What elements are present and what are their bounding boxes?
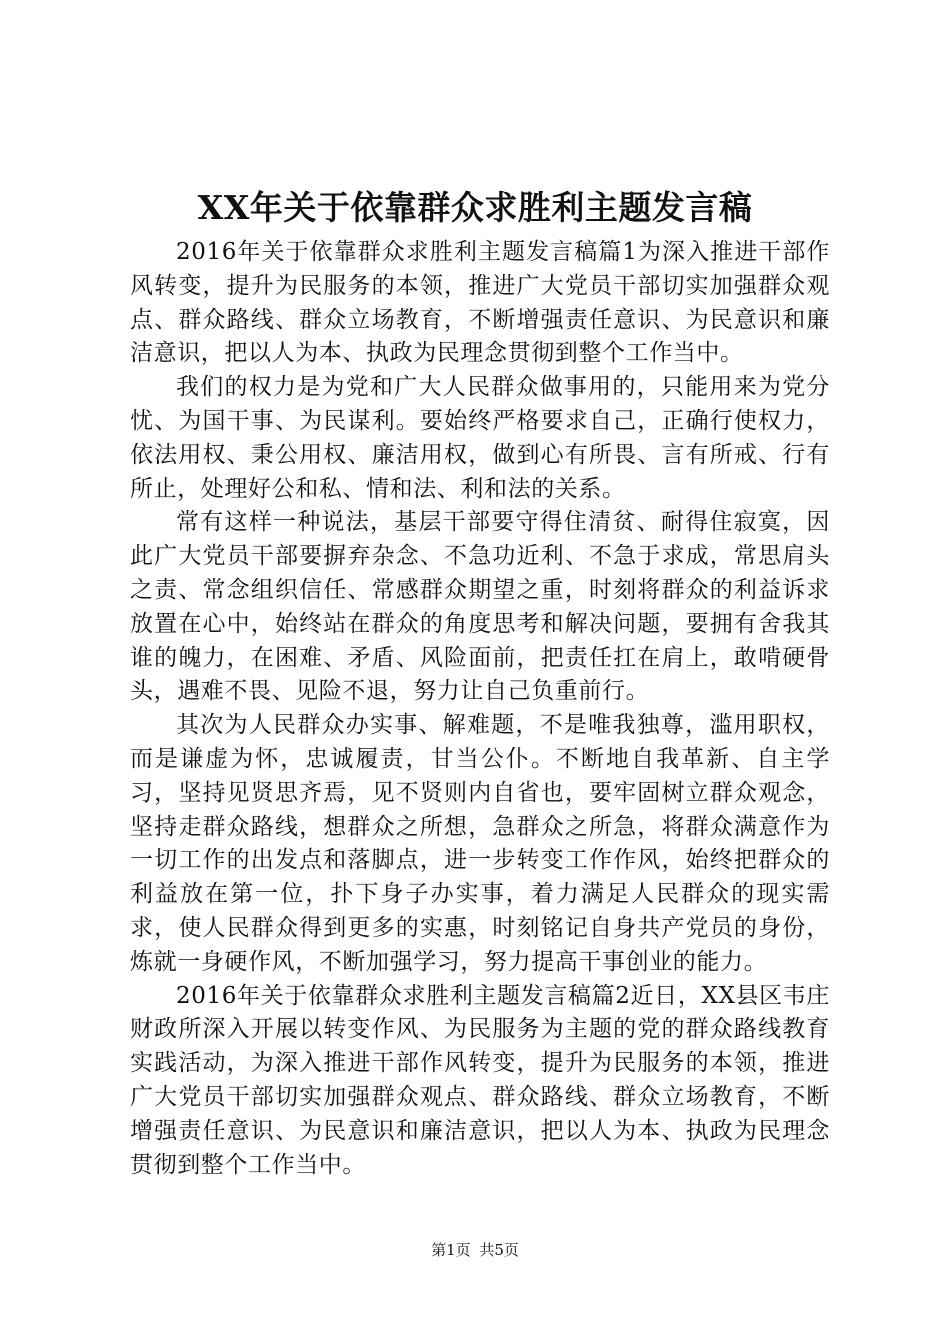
paragraph-1: 2016年关于依靠群众求胜利主题发言稿篇1为深入推进干部作风转变，提升为民服务的本领，推进广大党员干部切实加强群众观点、群众路线、群众立场教育，不断增强责任意识、为民意识和廉洁意识，把以人为本、执政为民理念贯彻到整个工作当中。 (130, 239, 830, 367)
paragraph-4: 其次为人民群众办实事、解难题，不是唯我独尊，滥用职权，而是谦虚为怀，忠诚履责，甘当公仆。不断地自我革新、自主学习，坚持见贤思齐焉，见不贤则内自省也，要牢固树立群众观念，坚持走群众路线，想群众之所想，急群众之所急，将群众满意作为一切工作的出发点和落脚点，进一步转变工作作风，始终把群众的利益放在第一位，扑下身子办实事，着力满足人民群众的现实需求，使人民群众得到更多的实惠，时刻铭记自身共产党员的身份，炼就一身硬作风，不断加强学习，努力提高干事创业的能力。 (130, 712, 830, 975)
paragraph-3: 常有这样一种说法，基层干部要守得住清贫、耐得住寂寞，因此广大党员干部要摒弃杂念、不急功近利、不急于求成，常思肩头之责、常念组织信任、常感群众期望之重，时刻将群众的利益诉求放置在心中，始终站在群众的角度思考和解决问题，要拥有舍我其谁的魄力，在困难、矛盾、风险面前，把责任扛在肩上，敢啃硬骨头，遇难不畏、见险不退，努力让自己负重前行。 (130, 509, 830, 705)
paragraph-2: 我们的权力是为党和广大人民群众做事用的，只能用来为党分忧、为国干事、为民谋利。要始终严格要求自己，正确行使权力，依法用权、秉公用权、廉洁用权，做到心有所畏、言有所戒、行有所止，处理好公和私、情和法、利和法的关系。 (130, 374, 830, 502)
paragraph-5: 2016年关于依靠群众求胜利主题发言稿篇2近日，XX县区韦庄财政所深入开展以转变作风、为民服务为主题的党的群众路线教育实践活动，为深入推进干部作风转变，提升为民服务的本领，推进广大党员干部切实加强群众观点、群众路线、群众立场教育，不断增强责任意识、为民意识和廉洁意识，把以人为本、执政为民理念贯彻到整个工作当中。 (130, 982, 830, 1178)
page-total: 共5页 (479, 1241, 519, 1259)
document-body (130, 236, 830, 1182)
page-number: 第1页 (431, 1241, 471, 1259)
document-title: XX年关于依靠群众求胜利主题发言稿 (197, 188, 753, 227)
page-footer (0, 1240, 950, 1260)
